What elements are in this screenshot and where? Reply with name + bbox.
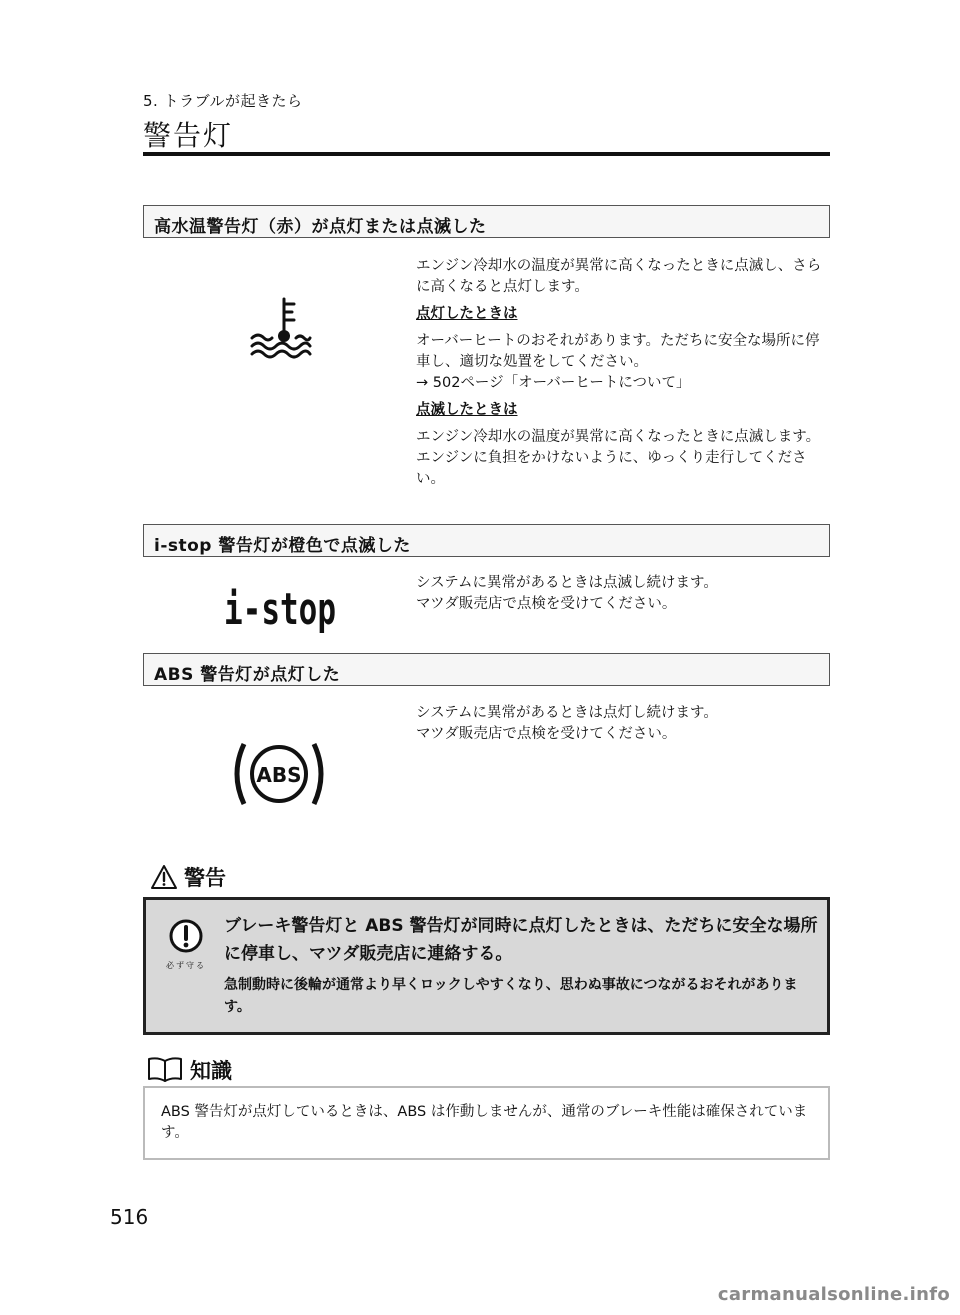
must-follow-badge <box>166 918 206 971</box>
section-istop-heading: i-stop 警告灯が橙色で点滅した <box>143 524 830 557</box>
exclamation-icon <box>168 918 204 954</box>
coolant-on-text: オーバーヒートのおそれがあります。ただちに安全な場所に停車し、適切な処置をしてください。 <box>416 333 820 370</box>
istop-line-2: マツダ販売店で点検を受けてください。 <box>416 596 677 612</box>
abs-icon-text: ABS <box>256 763 302 787</box>
coolant-blink-text-1: エンジン冷却水の温度が異常に高くなったときに点滅します。 <box>416 429 821 445</box>
book-icon <box>146 1056 184 1084</box>
title-rule <box>143 152 830 156</box>
page-number: 516 <box>110 1205 149 1229</box>
abs-line-2: マツダ販売店で点検を受けてください。 <box>416 726 677 742</box>
knowledge-title <box>146 1055 232 1085</box>
coolant-temperature-icon <box>248 296 312 362</box>
section-istop-body <box>416 573 830 621</box>
i-stop-icon-text: i-stop <box>224 584 336 635</box>
warning-title <box>150 862 226 892</box>
warning-main-text: ブレーキ警告灯と ABS 警告灯が同時に点灯したときは、ただちに安全な場所に停車し、マツダ販売店に連絡する。 <box>224 916 818 964</box>
coolant-on-reference[interactable]: → 502ページ「オーバーヒートについて」 <box>416 375 691 391</box>
watermark: carmanualsonline.info <box>717 1284 950 1305</box>
must-follow-label: 必ず守る <box>166 961 206 970</box>
istop-line-1: システムに異常があるときは点滅し続けます。 <box>416 575 718 591</box>
chapter-label: 5. トラブルが起きたら <box>143 92 303 110</box>
abs-line-1: システムに異常があるときは点灯し続けます。 <box>416 705 718 721</box>
section-coolant-heading: 高水温警告灯（赤）が点灯または点滅した <box>143 205 830 238</box>
warning-title-text: 警告 <box>184 866 226 890</box>
abs-icon <box>232 736 326 816</box>
warning-box <box>143 897 830 1035</box>
coolant-blink-heading: 点滅したときは <box>416 402 518 418</box>
knowledge-title-text: 知識 <box>190 1059 232 1083</box>
knowledge-box <box>143 1086 830 1160</box>
coolant-intro: エンジン冷却水の温度が異常に高くなったときに点滅し、さらに高くなると点灯します。 <box>416 258 822 295</box>
warning-triangle-icon <box>150 864 178 890</box>
i-stop-icon <box>222 574 342 644</box>
coolant-on-heading: 点灯したときは <box>416 306 518 322</box>
page-title: 警告灯 <box>143 119 234 152</box>
warning-sub-text: 急制動時に後輪が通常より早くロックしやすくなり、思わぬ事故につながるおそれがあります。 <box>224 977 798 1015</box>
knowledge-text: ABS 警告灯が点灯しているときは、ABS は作動しませんが、通常のブレーキ性能は確保されています。 <box>161 1104 808 1141</box>
section-abs-heading: ABS 警告灯が点灯した <box>143 653 830 686</box>
section-coolant-body <box>416 256 830 496</box>
coolant-blink-text-2: エンジンに負担をかけないように、ゆっくり走行してください。 <box>416 450 807 487</box>
section-abs-body <box>416 703 830 751</box>
